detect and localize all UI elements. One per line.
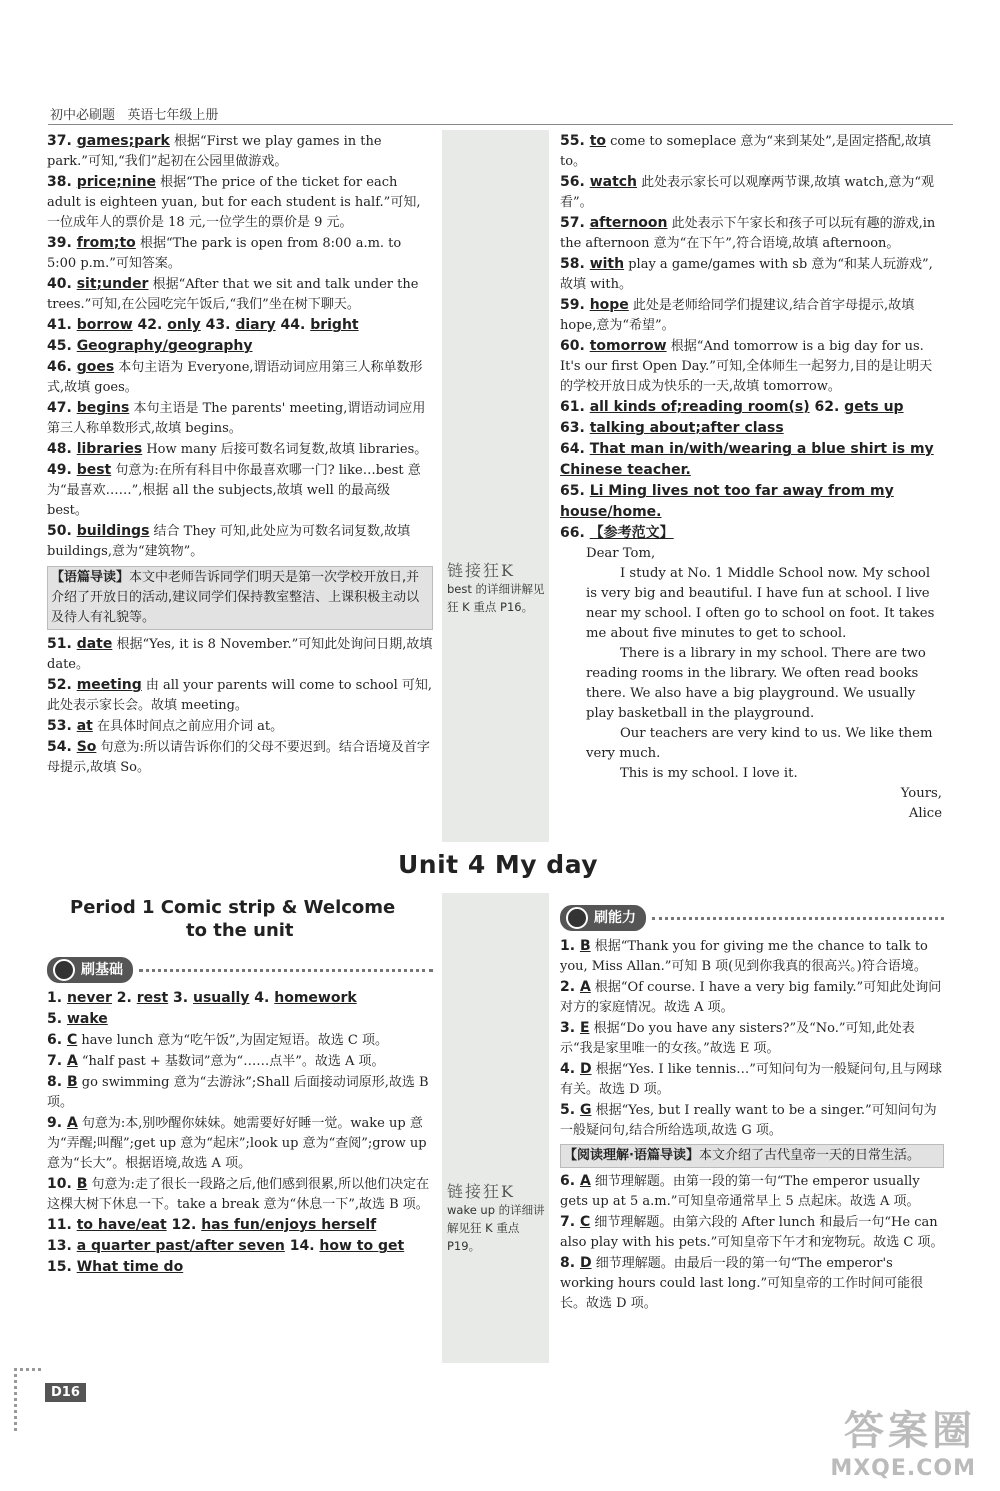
explanation-text: 细节理解题。由第一段的第一句“The emperor usually gets up at 5 a.m.”可知皇帝通常早上 5 点起床。故选 A 项。 (560, 1174, 920, 1209)
link-note-title: 链接狂K (447, 1182, 515, 1201)
period-title (70, 896, 395, 942)
answer-item (47, 675, 433, 716)
item-number: 37. (47, 133, 77, 149)
item-number: 65. (560, 483, 590, 499)
unit-title: Unit 4 My day (398, 850, 599, 879)
item-number: 54. (47, 739, 77, 755)
answer-row (47, 1236, 433, 1257)
item-number: 52. (47, 677, 77, 693)
answer-item (47, 172, 433, 233)
answer-text: games;park (76, 133, 170, 149)
column-d (560, 898, 944, 1314)
answer-text: B (76, 1176, 88, 1192)
explanation-text: 根据“After that we sit and talk under the trees.”可知,在公园吃完午饭后,“我们”坐在树下聊天。 (47, 277, 419, 312)
answers-51-54 (47, 634, 433, 778)
explanation-text: 由 all your parents will come to school 可知,此处表示家长会。故填 meeting。 (47, 678, 433, 713)
sidebar-strip-bottom (442, 893, 549, 1363)
answer-item (47, 634, 433, 675)
item-number: 9. (47, 1115, 67, 1131)
section-ability-badge: 刷能力 (560, 905, 646, 931)
item-number: 55. (560, 133, 590, 149)
explanation-text: 根据“Thank you for giving me the chance to talk to you, Miss Allan.”可知 B 项(见到你我真的很高兴。)符合语境。 (560, 939, 928, 974)
answer-text: A (66, 1053, 78, 1069)
answers-11-15 (47, 1215, 433, 1278)
answer-item (560, 254, 944, 295)
item-number: 7. (47, 1053, 67, 1069)
item-number: 58. (560, 256, 590, 272)
answer-item (560, 336, 944, 397)
item-number: 42. (132, 317, 168, 333)
answer-item (560, 213, 944, 254)
answer-text: C (579, 1214, 591, 1230)
answer-text: how to get (319, 1238, 405, 1254)
answer-text: to have/eat (76, 1217, 167, 1233)
answer-text: sit;under (76, 276, 149, 292)
answer-text: gets up (844, 399, 904, 415)
answer-text: afternoon (589, 215, 668, 231)
letter-greeting: Dear Tom, (586, 546, 656, 561)
answer-item (47, 131, 433, 172)
answer-item (47, 336, 433, 357)
answer-row (47, 1215, 433, 1236)
item-number: 5. (47, 1011, 67, 1027)
answer-text: What time do (76, 1259, 184, 1275)
answer-text: diary (235, 317, 276, 333)
answers-6-8-reading (560, 1171, 944, 1314)
answer-text: buildings (76, 523, 150, 539)
item-number: 2. (560, 979, 580, 995)
link-note-title: 链接狂K (447, 561, 515, 580)
subject-name: 英语七年级上册 (127, 108, 219, 123)
explanation-text: 句意为:本,别吵醒你妹妹。她需要好好睡一觉。wake up 意为“弄醒;叫醒”;get up 意为“起床”;look up 意为“查阅”;grow up 意为“长大”。根据语境,故选 A 项。 (47, 1116, 427, 1171)
answer-item (47, 398, 433, 439)
item-number: 6. (47, 1032, 67, 1048)
answer-text: at (76, 718, 93, 734)
answers-61-66 (560, 397, 944, 544)
item-number: 41. (47, 317, 77, 333)
explanation-text: 句意为:所以请告诉你们的父母不要迟到。结合语境及首字母提示,故填 So。 (47, 740, 430, 775)
section-ability (560, 904, 944, 932)
letter-paragraph: I study at No. 1 Middle School now. My school is very big and beautiful. I have fun at school. I live near my school. I often go to school on foot. It takes me about five minutes to get to school. (586, 566, 935, 641)
item-number: 57. (560, 215, 590, 231)
answer-text: A (579, 979, 591, 995)
answer-item (560, 523, 944, 544)
explanation-text: 根据“Yes, it is 8 November.”可知此处询问日期,故填 date。 (47, 637, 433, 672)
item-number: 2. (111, 990, 137, 1006)
explanation-text: 句意为:走了很长一段路之后,他们感到很累,所以他们决定在这棵大树下休息一下。take a break 意为“休息一下”,故选 B 项。 (47, 1177, 430, 1212)
letter-paragraph: Our teachers are very kind to us. We like them very much. (586, 726, 933, 761)
item-number: 4. (249, 990, 275, 1006)
answer-item (47, 1174, 433, 1215)
answer-text: hope (589, 297, 629, 313)
answers-1-5-ability (560, 936, 944, 1141)
item-number: 60. (560, 338, 590, 354)
item-number: 53. (47, 718, 77, 734)
item-number: 12. (166, 1217, 202, 1233)
answer-item (560, 131, 944, 172)
item-number: 8. (47, 1074, 67, 1090)
answer-text: best (76, 462, 112, 478)
item-number: 63. (560, 420, 590, 436)
item-number: 13. (47, 1238, 77, 1254)
explanation-text: 根据“First we play games in the park.”可知,“我们”起初在公园里做游戏。 (47, 134, 382, 169)
explanation-text: 根据“Yes, but I really want to be a singer.”可知问句为一般疑问句,结合所给选项,故选 G 项。 (560, 1103, 937, 1138)
answer-item (47, 274, 433, 315)
item-number: 61. (560, 399, 590, 415)
answer-text: never (66, 990, 112, 1006)
passage-guide-1 (47, 566, 433, 630)
item-number: 49. (47, 462, 77, 478)
answer-text: Li Ming lives not too far away from my house/home. (560, 483, 894, 520)
item-number: 11. (47, 1217, 77, 1233)
answer-item (560, 397, 944, 418)
answer-text: So (76, 739, 97, 755)
column-a (47, 131, 433, 778)
letter-signature: Alice (908, 806, 942, 821)
explanation-text: 此处是老师给同学们提建议,结合首字母提示,故填 hope,意为“希望”。 (560, 298, 915, 333)
item-number: 40. (47, 276, 77, 292)
passage-guide-2 (560, 1144, 944, 1168)
item-number: 44. (275, 317, 311, 333)
column-b (560, 131, 944, 824)
explanation-text: 此处表示家长可以观摩两节课,故填 watch,意为“观看”。 (560, 175, 934, 210)
answer-item (560, 1253, 944, 1314)
explanation-text: 结合 They 可知,此处应为可数名词复数,故填 buildings,意为“建筑物”。 (47, 524, 411, 559)
answer-item (47, 233, 433, 274)
answers-1-5 (47, 988, 433, 1030)
item-number: 1. (560, 938, 580, 954)
answer-text: libraries (76, 441, 143, 457)
page-number: D16 (45, 1383, 86, 1402)
answer-item (47, 1051, 433, 1072)
answer-item (560, 1100, 944, 1141)
answer-item (560, 439, 944, 481)
answers-55-60 (560, 131, 944, 397)
answer-text: has fun/enjoys herself (201, 1217, 377, 1233)
answer-text: price;nine (76, 174, 157, 190)
logo-text: 答案圈 (844, 1408, 976, 1454)
answer-item (47, 737, 433, 778)
explanation-text: 根据“Yes. I like tennis…”可知问句为一般疑问句,且与网球有关。故选 D 项。 (560, 1062, 942, 1097)
answer-item (47, 439, 433, 460)
answer-item (560, 936, 944, 977)
item-number: 48. (47, 441, 77, 457)
item-number: 10. (47, 1176, 77, 1192)
answer-text: watch (589, 174, 638, 190)
answer-text: That man in/with/wearing a blue shirt is my Chinese teacher. (560, 441, 934, 478)
answer-text: tomorrow (589, 338, 667, 354)
answer-text: wake (66, 1011, 108, 1027)
link-note-1 (447, 562, 547, 616)
header-rule (48, 124, 953, 125)
answer-text: borrow (76, 317, 133, 333)
answer-text: Geography/geography (76, 338, 253, 354)
answer-row (47, 1009, 433, 1030)
item-number: 47. (47, 400, 77, 416)
link-note-2 (447, 1183, 547, 1255)
answer-text: usually (193, 990, 250, 1006)
answer-item (47, 521, 433, 562)
answer-text: meeting (76, 677, 142, 693)
item-number: 4. (560, 1061, 580, 1077)
answer-item (47, 460, 433, 521)
letter-paragraph: This is my school. I love it. (620, 766, 798, 781)
period-title-line2: to the unit (186, 920, 294, 941)
answer-text: a quarter past/after seven (76, 1238, 285, 1254)
answer-text: B (579, 938, 591, 954)
letter-body (586, 564, 944, 784)
answer-text: talking about;after class (589, 420, 784, 436)
section-divider (139, 969, 433, 972)
explanation-text: 根据“The park is open from 8:00 a.m. to 5:00 p.m.”可知答案。 (47, 236, 402, 271)
answer-text: all kinds of;reading room(s) (589, 399, 810, 415)
answer-text: E (579, 1020, 590, 1036)
explanation-text: have lunch 意为“吃午饭”,为固定短语。故选 C 项。 (77, 1033, 388, 1048)
item-number: 43. (200, 317, 236, 333)
answer-text: G (579, 1102, 592, 1118)
item-number: 14. (284, 1238, 320, 1254)
explanation-text: 句意为:在所有科目中你最喜欢哪一门? like…best 意为“最喜欢……”,根据 all the subjects,故填 well 的最高级 best。 (47, 463, 421, 518)
corner-decoration (14, 1368, 41, 1431)
item-number: 50. (47, 523, 77, 539)
sidebar-strip-top (442, 130, 549, 842)
answer-text: rest (136, 990, 169, 1006)
answer-item (47, 716, 433, 737)
answer-text: only (167, 317, 201, 333)
item-number: 64. (560, 441, 590, 457)
running-header (50, 104, 218, 123)
answer-text: A (66, 1115, 78, 1131)
section-divider (652, 917, 944, 920)
item-number: 8. (560, 1255, 580, 1271)
passage-guide-text: 本文介绍了古代皇帝一天的日常生活。 (698, 1148, 920, 1163)
answer-text: with (589, 256, 625, 272)
item-number: 51. (47, 636, 77, 652)
explanation-text: 细节理解题。由最后一段的第一句“The emperor's working hours could last long.”可知皇帝的工作时间可能很长。故选 D 项。 (560, 1256, 924, 1311)
section-basic-badge: 刷基础 (47, 957, 133, 983)
item-number: 45. (47, 338, 77, 354)
explanation-text: 本句主语是 The parents' meeting,谓语动词应用第三人称单数形式,故填 begins。 (47, 401, 426, 436)
item-number: 56. (560, 174, 590, 190)
item-number: 3. (168, 990, 193, 1006)
explanation-text: go swimming 意为“去游泳”;Shall 后面接动词原形,故选 B 项。 (47, 1075, 429, 1110)
column-c (47, 950, 433, 1278)
answer-text: goes (76, 359, 115, 375)
item-number: 15. (47, 1259, 77, 1275)
explanation-text: “half past + 基数词”意为“……点半”。故选 A 项。 (77, 1054, 385, 1069)
explanation-text: 根据“And tomorrow is a big day for us. It's our first Open Day.”可知,全体师生一起努力,目的是让明天的学校开放日成为快乐的一天,故填 tomorrow。 (560, 339, 933, 394)
answer-text: C (66, 1032, 78, 1048)
answer-item (560, 1059, 944, 1100)
letter-paragraph: There is a library in my school. There are two reading rooms in the library. We often read books there. We also have a big playground. We usually play basketball in the playground. (586, 646, 926, 721)
explanation-text: 根据“Do you have any sisters?”及“No.”可知,此处表示“我是家里唯一的女孩。”故选 E 项。 (560, 1021, 915, 1056)
item-number: 46. (47, 359, 77, 375)
answers-6-10 (47, 1030, 433, 1215)
answer-item (560, 418, 944, 439)
section-basic (47, 956, 433, 984)
item-number: 39. (47, 235, 77, 251)
model-essay (560, 544, 944, 824)
answer-text: 【参考范文】 (589, 525, 674, 541)
explanation-text: come to someplace 意为“来到某处”,是固定搭配,故填 to。 (560, 134, 931, 169)
answer-item (560, 1171, 944, 1212)
explanation-text: 根据“The price of the ticket for each adult is eighteen yuan, but for each student is half.”可知,一位成年人的票价是 18 元,一位学生的票价是 9 元。 (47, 175, 421, 230)
answer-text: date (76, 636, 113, 652)
explanation-text: 细节理解题。由第六段的 After lunch 和最后一句“He can also play with his pets.”可知皇帝下午才和宠物玩。故选 C 项。 (560, 1215, 944, 1250)
answer-item (47, 1113, 433, 1174)
passage-guide-text: 本文中老师告诉同学们明天是第一次学校开放日,并介绍了开放日的活动,建议同学们保持教室整洁、上课积极主动以及待人有礼貌等。 (51, 570, 420, 625)
item-number: 5. (560, 1102, 580, 1118)
item-number: 6. (560, 1173, 580, 1189)
answer-item (560, 295, 944, 336)
letter-closing: Yours, (900, 786, 942, 801)
answer-item (560, 481, 944, 523)
link-note-text: wake up 的详细讲解见狂 K 重点 P19。 (447, 1203, 545, 1253)
answer-item (560, 1018, 944, 1059)
answer-item (47, 1030, 433, 1051)
answer-row (47, 988, 433, 1009)
answer-text: bright (310, 317, 359, 333)
logo-url: MXQE.COM (830, 1456, 976, 1481)
explanation-text: play a game/games with sb 意为“和某人玩游戏”,故填 with。 (560, 257, 933, 292)
link-note-text: best 的详细讲解见狂 K 重点 P16。 (447, 582, 545, 614)
explanation-text: How many 后接可数名词复数,故填 libraries。 (142, 442, 428, 457)
item-number: 59. (560, 297, 590, 313)
explanation-text: 此处表示下午家长和孩子可以玩有趣的游戏,in the afternoon 意为“在下午”,符合语境,故填 afternoon。 (560, 216, 936, 251)
item-number: 38. (47, 174, 77, 190)
answer-text: D (579, 1061, 592, 1077)
answer-text: to (589, 133, 606, 149)
answer-text: from;to (76, 235, 136, 251)
item-number: 62. (809, 399, 845, 415)
period-title-line1: Period 1 Comic strip & Welcome (70, 897, 396, 918)
item-number: 66. (560, 525, 590, 541)
answers-37-50 (47, 131, 433, 562)
explanation-text: 在具体时间点之前应用介词 at。 (92, 719, 284, 734)
answer-item (560, 1212, 944, 1253)
answer-text: B (66, 1074, 78, 1090)
answer-item (47, 315, 433, 336)
answer-text: homework (274, 990, 357, 1006)
answer-text: D (579, 1255, 592, 1271)
answer-item (560, 977, 944, 1018)
answer-text: A (579, 1173, 591, 1189)
explanation-text: 本句主语为 Everyone,谓语动词应用第三人称单数形式,故填 goes。 (47, 360, 423, 395)
item-number: 7. (560, 1214, 580, 1230)
site-logo (830, 1399, 976, 1481)
answer-row (47, 1257, 433, 1278)
answer-item (47, 357, 433, 398)
passage-guide-label: 【语篇导读】 (51, 570, 130, 585)
answer-item (47, 1072, 433, 1113)
book-name: 初中必刷题 (50, 108, 116, 123)
answer-item (560, 172, 944, 213)
explanation-text: 根据“Of course. I have a very big family.”可知此处询问对方的家庭情况。故选 A 项。 (560, 980, 942, 1015)
item-number: 1. (47, 990, 67, 1006)
answer-text: begins (76, 400, 130, 416)
passage-guide-label: 【阅读理解·语篇导读】 (564, 1148, 699, 1163)
item-number: 3. (560, 1020, 580, 1036)
